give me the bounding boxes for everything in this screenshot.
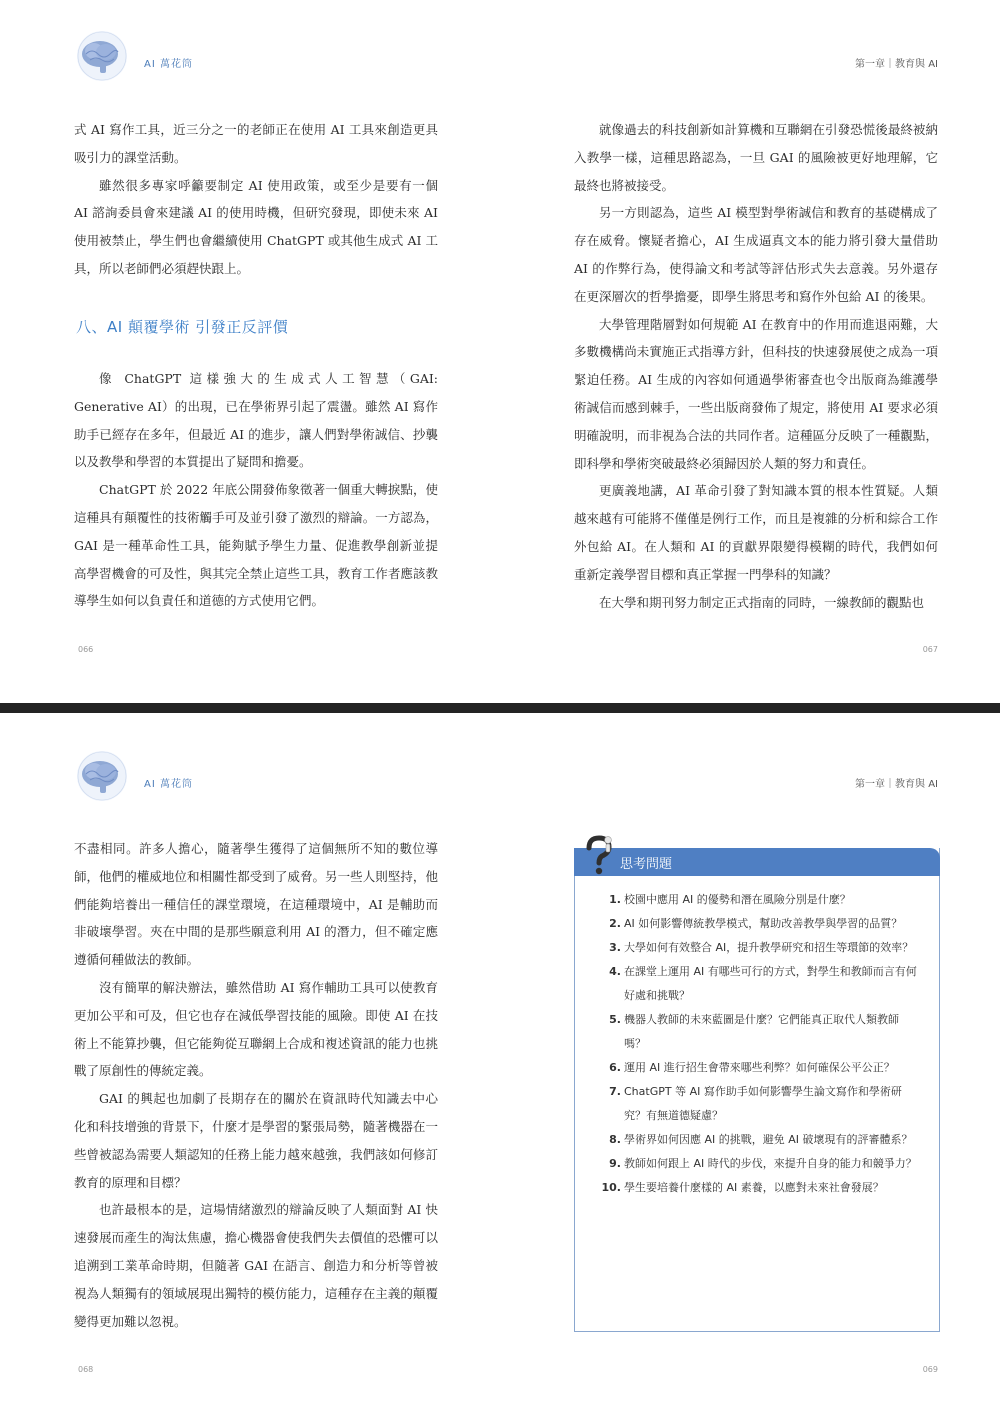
brain-logo-icon <box>70 750 134 802</box>
paragraph: 更廣義地講，AI 革命引發了對知識本質的根本性質疑。人類越來越有可能將不僅僅是例行工作，而且是複雜的分析和綜合工作外包給 AI。在人類和 AI 的貢獻界限變得模糊的時代，我們如何重新定義學習目標和真正掌握一門學科的知識？ <box>574 483 938 582</box>
paragraph: 另一方則認為，這些 AI 模型對學術誠信和教育的基礎構成了存在威脅。懷疑者擔心，AI 生成逼真文本的能力將引發大量借助 AI 的作弊行為，使得論文和考試等評估形式失去意義。另外還存在更深層次的哲學擔憂，即學生將思考和寫作外包給 AI 的後果。 <box>574 205 938 304</box>
spread-divider <box>0 703 1000 713</box>
paragraph: 像 ChatGPT 這樣強大的生成式人工智慧（GAI: Generative AI）的出現，已在學術界引起了震盪。雖然 AI 寫作助手已經存在多年，但最近 AI 的進步，讓人們對學術誠信、抄襲以及教學和學習的本質提出了疑問和擔憂。 <box>74 371 438 470</box>
book-title: AI 萬花筒 <box>144 779 193 790</box>
page-number: 067 <box>922 645 938 654</box>
chapter-title: 第一章｜教育與 AI <box>855 779 938 790</box>
question-list <box>597 888 919 1200</box>
paragraph: 不盡相同。許多人擔心，隨著學生獲得了這個無所不知的數位導師，他們的權威地位和相關性都受到了威脅。另一些人則堅持，他們能夠培養出一種信任的課堂環境，在這種環境中，AI 是輔助而非破壞學習。夾在中間的是那些願意利用 AI 的潛力，但不確定應遵循何種做法的教師。 <box>74 841 438 968</box>
chapter-title: 第一章｜教育與 AI <box>855 59 938 70</box>
think-questions-title: 思考問題 <box>620 857 673 872</box>
question-item: 1. 校園中應用 AI 的優勢和潛在風險分別是什麼？ <box>609 893 851 906</box>
paragraph: GAI 的興起也加劇了長期存在的關於在資訊時代知識去中心化和科技增強的背景下，什麼才是學習的緊張局勢，隨著機器在一些曾被認為需要人類認知的任務上能力越來越強，我們該如何修訂教育的原理和目標？ <box>74 1091 438 1190</box>
question-item: 10. 學生要培養什麼樣的 AI 素養，以應對未來社會發展？ <box>601 1181 884 1194</box>
paragraph: 沒有簡單的解決辦法，雖然借助 AI 寫作輔助工具可以使教育更加公平和可及，但它也存在減低學習技能的風險。即使 AI 在技術上不能算抄襲，但它能夠從互聯網上合成和複述資訊的能力也挑戰了原創性的傳統定義。 <box>74 979 438 1079</box>
think-questions-box <box>574 848 940 1332</box>
question-item: 3. 大學如何有效整合 AI，提升教學研究和招生等環節的效率？ <box>609 941 914 954</box>
top-spread <box>0 0 1000 703</box>
paragraph: 在大學和期刊努力制定正式指南的同時，一線教師的觀點也 <box>599 594 925 610</box>
page-number: 069 <box>922 1365 938 1374</box>
page-067-column <box>574 116 938 616</box>
page-number: 066 <box>78 645 94 654</box>
question-mark-figure-icon <box>581 834 617 878</box>
question-item: 9. 教師如何跟上 AI 時代的步伐，來提升自身的能力和競爭力？ <box>609 1157 917 1170</box>
paragraph: 也許最根本的是，這場情緒激烈的辯論反映了人類面對 AI 快速發展而產生的淘汰焦慮，擔心機器會使我們失去價值的恐懼可以追溯到工業革命時期，但隨著 GAI 在語言、創造力和分析等曾被視為人類獨有的領域展現出獨特的模仿能力，這種存在主義的顛覆變得更加難以忽視。 <box>74 1202 438 1329</box>
paragraph: 大學管理階層對如何規範 AI 在教育中的作用而進退兩難，大多數機構尚未實施正式指導方針，但科技的快速發展使之成為一項緊迫任務。AI 生成的內容如何通過學術審查也令出版商為維護學術誠信而感到棘手，一些出版商發佈了規定，將使用 AI 要求必須明確說明，而非視為合法的共同作者。這種區分反映了一種觀點，即科學和學術突破最終必須歸因於人類的努力和責任。 <box>574 316 938 471</box>
question-item: 6. 運用 AI 進行招生會帶來哪些利弊？如何確保公平公正？ <box>609 1061 895 1074</box>
book-title: AI 萬花筒 <box>144 59 193 70</box>
paragraph: 式 AI 寫作工具，近三分之一的老師正在使用 AI 工具來創造更具吸引力的課堂活動。 <box>74 122 438 165</box>
think-questions-header <box>574 848 940 876</box>
paragraph: ChatGPT 於 2022 年底公開發佈象徵著一個重大轉捩點，使這種具有顛覆性的技術觸手可及並引發了激烈的辯論。一方認為，GAI 是一種革命性工具，能夠賦予學生力量、促進教學創新並提高學習機會的可及性，與其完全禁止這些工具，教育工作者應該教導學生如何以負責任和道德的方式使用它們。 <box>74 482 438 609</box>
page-068-column <box>74 835 438 1335</box>
page-066-column-bottom <box>74 365 438 615</box>
section-heading: 八、AI 顛覆學術 引發正反評價 <box>76 318 289 336</box>
brain-logo-icon <box>70 30 134 82</box>
question-item: 2. AI 如何影響傳統教學模式，幫助改善教學與學習的品質？ <box>609 917 903 930</box>
question-item: 5. 機器人教師的未來藍圖是什麼？它們能真正取代人類教師嗎？ <box>609 1013 899 1050</box>
question-item: 7. ChatGPT 等 AI 寫作助手如何影響學生論文寫作和學術研究？有無道德疑慮？ <box>609 1085 902 1122</box>
paragraph: 雖然很多專家呼籲要制定 AI 使用政策，或至少是要有一個 AI 諮詢委員會來建議 AI 的使用時機，但研究發現，即使未來 AI 使用被禁止，學生們也會繼續使用 ChatGPT 或其他生成式 AI 工具，所以老師們必須趕快跟上。 <box>74 177 438 276</box>
question-item: 8. 學術界如何因應 AI 的挑戰，避免 AI 破壞現有的評審體系？ <box>609 1133 913 1146</box>
paragraph: 就像過去的科技創新如計算機和互聯網在引發恐慌後最終被納入教學一樣，這種思路認為，一旦 GAI 的風險被更好地理解，它最終也將被接受。 <box>574 122 938 193</box>
question-item: 4. 在課堂上運用 AI 有哪些可行的方式，對學生和教師而言有何好處和挑戰？ <box>609 965 917 1002</box>
page-number: 068 <box>78 1365 94 1374</box>
page-066-column-top <box>74 116 438 283</box>
